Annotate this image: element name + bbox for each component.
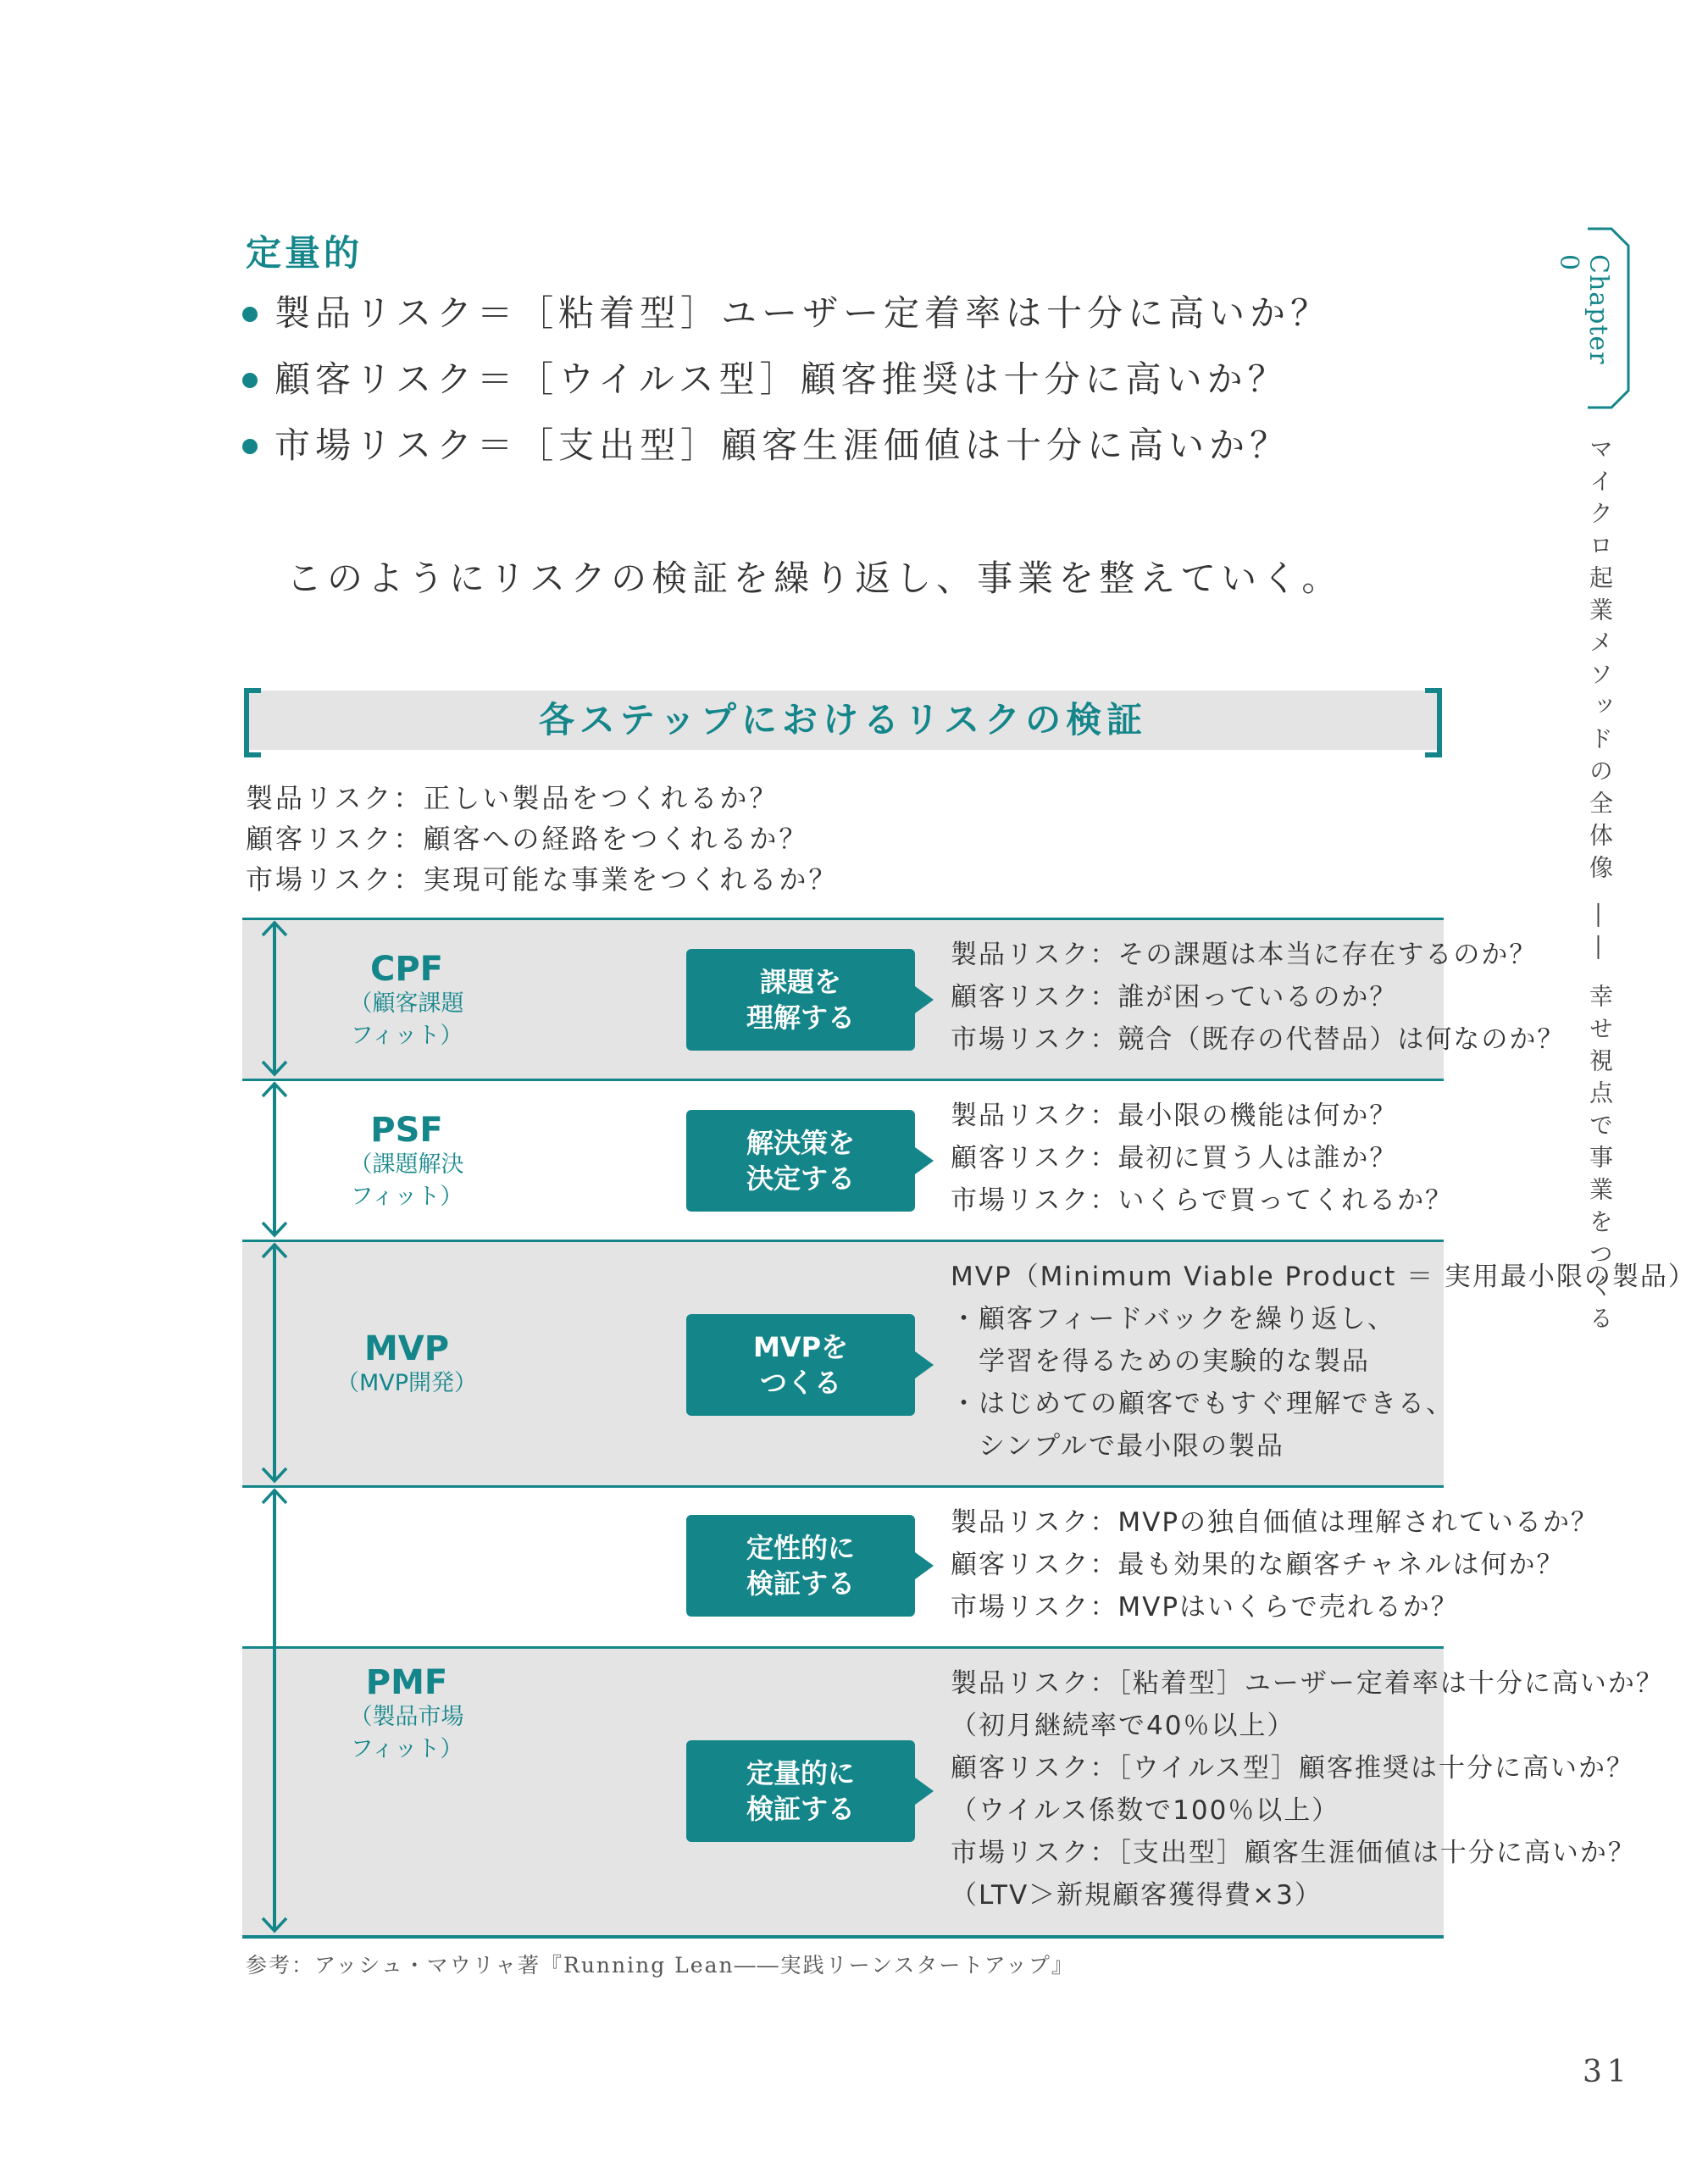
source-citation: 参考：アッシュ・マウリャ著『Running Lean――実践リーンスタートアップ』: [246, 1953, 1074, 1978]
running-title: マイクロ起業メソッドの全体像 ―― 幸せ視点で事業をつくる: [1586, 436, 1614, 1338]
bullet-item: [242, 288, 1331, 354]
stage-sub: （顧客課題: [349, 990, 464, 1017]
desc-line: 顧客リスク：［ウイルス型］顧客推奨は十分に高いか？: [951, 1753, 1635, 1783]
risk-definition: 製品リスク：正しい製品をつくれるか？: [246, 782, 779, 814]
stage-row-qualitative: [242, 1485, 1600, 1646]
action-text: 定性的に: [746, 1532, 855, 1564]
action-text: 定量的に: [746, 1757, 855, 1789]
bullet-dot-icon: [242, 439, 258, 454]
action-text: 検証する: [746, 1793, 855, 1825]
bullet-dot-icon: [242, 307, 258, 322]
axis-line-psf: [273, 1083, 276, 1234]
desc-line: （LTV＞新規顧客獲得費×3）: [951, 1880, 1323, 1911]
arrow-up-icon: [261, 1488, 288, 1505]
action-box-quantitative-test: [686, 1740, 915, 1842]
desc-line: 製品リスク：［粘着型］ユーザー定着率は十分に高いか？: [951, 1668, 1664, 1699]
stage-row-mvp: [242, 1240, 1696, 1485]
desc-line: ・顧客フィードバックを繰り返し、: [951, 1304, 1395, 1334]
desc-line: 製品リスク：最小限の機能は何か？: [951, 1101, 1398, 1131]
stage-label: [313, 1112, 500, 1213]
action-text: つくる: [759, 1367, 841, 1399]
desc-line: 製品リスク：MVPの独自価値は理解されているか？: [951, 1507, 1600, 1538]
action-text: 課題を: [759, 966, 841, 998]
action-text: 理解する: [746, 1001, 855, 1034]
bullet-dot-icon: [242, 373, 258, 388]
bullet-text: 顧客リスク＝［ウイルス型］顧客推奨は十分に高いか？: [274, 358, 1289, 400]
axis-line-mvp: [273, 1244, 276, 1479]
stage-sub: フィット）: [350, 1736, 463, 1762]
stage-sub: （MVP開発）: [336, 1370, 478, 1396]
stage-row-pmf: [242, 1646, 1664, 1939]
bullet-item: [242, 354, 1331, 420]
desc-line: 市場リスク：いくらで買ってくれるか？: [951, 1185, 1454, 1216]
stage-label: [313, 1664, 500, 1766]
stage-abbr: CPF: [370, 950, 443, 989]
desc-line: （ウイルス係数で100％以上）: [951, 1795, 1340, 1826]
page-number: 31: [1583, 2055, 1632, 2089]
arrow-down-icon: [261, 1917, 288, 1933]
stage-description: [951, 1095, 1453, 1222]
axis-line-validation: [273, 1489, 276, 1930]
stage-abbr: PMF: [365, 1663, 448, 1702]
arrow-down-icon: [261, 1060, 288, 1077]
desc-line: シンプルで最小限の製品: [951, 1431, 1284, 1462]
desc-line: MVP（Minimum Viable Product ＝ 実用最小限の製品）: [951, 1262, 1696, 1292]
stage-label: [313, 1330, 500, 1400]
action-box-qualitative-test: [686, 1515, 915, 1617]
stage-description: [951, 1501, 1599, 1628]
desc-line: ・はじめての顧客でもすぐ理解できる、: [951, 1389, 1454, 1419]
arrow-up-icon: [261, 920, 288, 937]
desc-line: 製品リスク：その課題は本当に存在するのか？: [951, 940, 1538, 970]
stage-description: [951, 934, 1565, 1061]
stage-abbr: PSF: [370, 1111, 443, 1150]
bullet-item: [242, 420, 1331, 486]
risk-definitions: [246, 778, 838, 900]
desc-line: 市場リスク：競合（既存の代替品）は何なのか？: [951, 1024, 1566, 1055]
risk-definition: 市場リスク：実現可能な事業をつくれるか？: [246, 863, 839, 896]
action-box-decide-solution: [686, 1110, 915, 1212]
stage-description: [951, 1662, 1664, 1917]
chapter-label: Chapter 0: [1554, 254, 1613, 365]
action-box-build-mvp: [686, 1314, 915, 1416]
stage-row-psf: [242, 1079, 1454, 1240]
action-box-understand-problem: [686, 949, 915, 1051]
stage-sub: （製品市場: [349, 1704, 464, 1730]
action-text: 検証する: [746, 1567, 855, 1600]
stage-sub: フィット）: [350, 1184, 463, 1210]
stage-abbr: MVP: [363, 1329, 450, 1368]
axis-line-cpf: [273, 922, 276, 1073]
arrow-up-icon: [261, 1242, 288, 1259]
action-text: 解決策を: [746, 1127, 855, 1159]
risk-definition: 顧客リスク：顧客への経路をつくれるか？: [246, 823, 809, 855]
stage-sub: フィット）: [350, 1023, 463, 1049]
summary-sentence: このようにリスクの検証を繰り返し、事業を整えていく。: [286, 558, 1343, 599]
desc-line: 学習を得るための実験的な製品: [951, 1346, 1370, 1377]
arrow-up-icon: [261, 1081, 288, 1098]
desc-line: 顧客リスク：最も効果的な顧客チャネルは何か？: [951, 1550, 1565, 1580]
stage-sub: （課題解決: [349, 1151, 464, 1178]
bullet-text: 製品リスク＝［粘着型］ユーザー定着率は十分に高いか？: [274, 292, 1332, 334]
action-text: 決定する: [746, 1162, 855, 1195]
bullet-text: 市場リスク＝［支出型］顧客生涯価値は十分に高いか？: [274, 424, 1291, 466]
stage-row-cpf: [242, 918, 1566, 1079]
desc-line: 市場リスク：MVPはいくらで売れるか？: [951, 1592, 1459, 1623]
quantitative-bullet-list: [242, 288, 1331, 486]
action-text: MVPを: [752, 1331, 849, 1363]
desc-line: （初月継続率で40％以上）: [951, 1711, 1295, 1741]
section-title-quantitative: 定量的: [246, 232, 363, 274]
arrow-down-icon: [261, 1221, 288, 1238]
arrow-down-icon: [261, 1467, 288, 1484]
diagram-title: 各ステップにおけるリスクの検証: [538, 699, 1148, 741]
desc-line: 顧客リスク：誰が困っているのか？: [951, 982, 1398, 1012]
stage-label: [313, 951, 500, 1052]
desc-line: 顧客リスク：最初に買う人は誰か？: [951, 1143, 1398, 1173]
desc-line: 市場リスク：［支出型］顧客生涯価値は十分に高いか？: [951, 1838, 1636, 1868]
